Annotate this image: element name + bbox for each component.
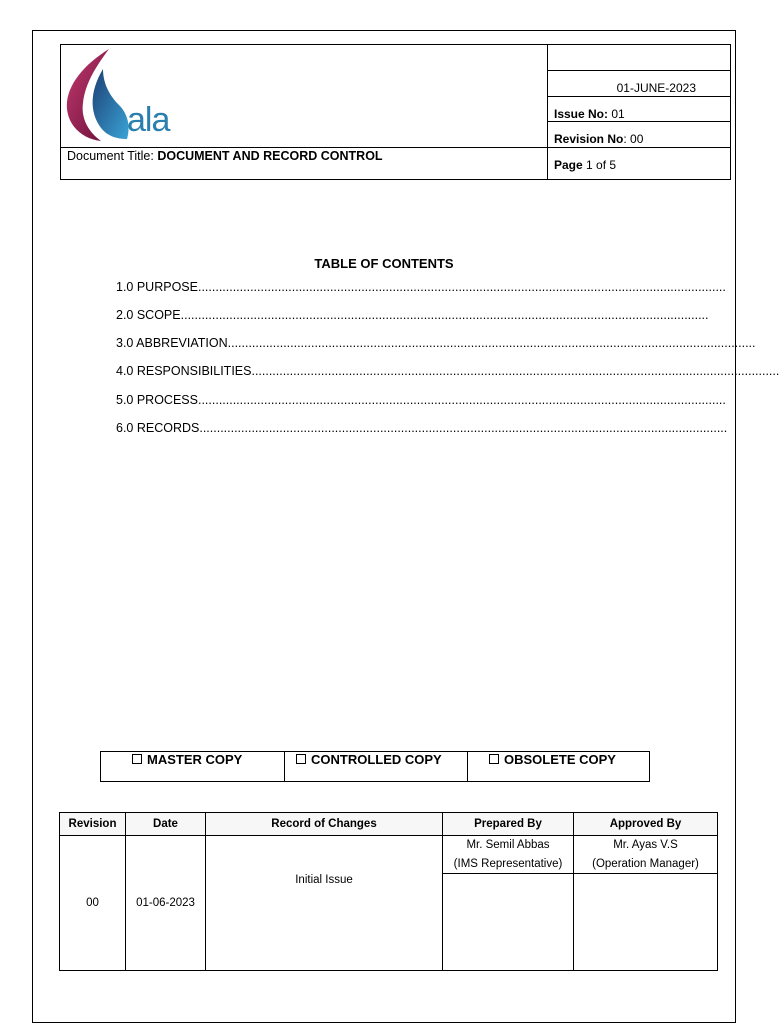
toc-leader-dots: ........................................................................................................................................................ <box>227 336 756 350</box>
document-title-label: Document Title: <box>67 149 154 163</box>
toc-title: TABLE OF CONTENTS <box>314 256 454 271</box>
page-number <box>548 148 730 179</box>
changes-value: Initial Issue <box>295 874 353 886</box>
toc-item-purpose[interactable] <box>116 280 726 294</box>
logo-wordmark: ala <box>127 101 170 139</box>
toc-item-label: 6.0 RECORDS <box>116 421 200 435</box>
revision-cell <box>60 836 126 971</box>
page-number-label: Page <box>554 158 583 172</box>
approved-by-name: Mr. Ayas V.S <box>613 839 678 851</box>
date-header: Date <box>126 813 206 836</box>
master-copy-label: MASTER COPY <box>147 752 243 767</box>
toc-item-label: 3.0 ABBREVIATION <box>116 336 228 350</box>
toc-leader-dots: ........................................................................................................................................................ <box>197 393 726 407</box>
prepared-by-cell <box>443 836 574 971</box>
prepared-by-role: (IMS Representative) <box>453 858 563 870</box>
changes-header: Record of Changes <box>206 813 443 836</box>
controlled-copy-label: CONTROLLED COPY <box>311 752 442 767</box>
document-title <box>67 149 383 163</box>
issue-number-value: 01 <box>611 107 625 121</box>
toc-item-label: 5.0 PROCESS <box>116 393 198 407</box>
toc-item-label: 4.0 RESPONSIBILITIES <box>116 364 252 378</box>
copy-divider <box>467 752 468 781</box>
issue-number-label: Issue No: <box>554 107 609 121</box>
changes-cell <box>206 836 443 971</box>
revision-number <box>548 122 730 148</box>
approved-by-cell <box>574 836 718 971</box>
document-title-value: DOCUMENT AND RECORD CONTROL <box>157 149 383 163</box>
approved-by-role: (Operation Manager) <box>592 858 699 870</box>
header-blank-cell <box>548 45 730 71</box>
toc-item-scope[interactable] <box>116 308 709 322</box>
issue-number <box>548 97 730 122</box>
checkbox-icon[interactable] <box>489 754 499 764</box>
toc-leader-dots: ........................................................................................................................................................ <box>199 421 728 435</box>
table-header-row <box>60 813 718 836</box>
checkbox-icon[interactable] <box>296 754 306 764</box>
approved-by-header: Approved By <box>574 813 718 836</box>
date-cell <box>126 836 206 971</box>
toc-item-label: 1.0 PURPOSE <box>116 280 198 294</box>
toc-leader-dots: ........................................................................................................................................................ <box>197 280 726 294</box>
issue-date: 01-JUNE-2023 <box>548 71 730 97</box>
date-value: 01-06-2023 <box>136 897 195 909</box>
revision-header: Revision <box>60 813 126 836</box>
toc-leader-dots: ........................................................................................................................................................ <box>180 308 709 322</box>
obsolete-copy-label: OBSOLETE COPY <box>504 752 616 767</box>
toc-item-abbreviation[interactable] <box>116 336 756 350</box>
revision-history-table <box>59 812 718 971</box>
page-number-value: 1 of 5 <box>586 158 617 172</box>
copy-status-box <box>100 751 650 782</box>
checkbox-icon[interactable] <box>132 754 142 764</box>
revision-number-label: Revision No <box>554 132 624 146</box>
master-copy-option[interactable] <box>132 752 282 781</box>
toc-item-responsibilities[interactable] <box>116 364 779 378</box>
toc-leader-dots: ........................................................................................................................................................ <box>251 364 779 378</box>
document-header <box>60 44 731 180</box>
revision-value: 00 <box>86 897 99 909</box>
toc-item-records[interactable] <box>116 421 728 435</box>
prepared-by-name: Mr. Semil Abbas <box>466 839 550 851</box>
header-divider <box>61 147 547 148</box>
toc-item-label: 2.0 SCOPE <box>116 308 181 322</box>
revision-number-value: : 00 <box>623 132 644 146</box>
copy-divider <box>284 752 285 781</box>
table-row <box>60 836 718 971</box>
controlled-copy-option[interactable] <box>296 752 466 781</box>
obsolete-copy-option[interactable] <box>489 752 639 781</box>
toc-item-process[interactable] <box>116 393 726 407</box>
prepared-by-header: Prepared By <box>443 813 574 836</box>
